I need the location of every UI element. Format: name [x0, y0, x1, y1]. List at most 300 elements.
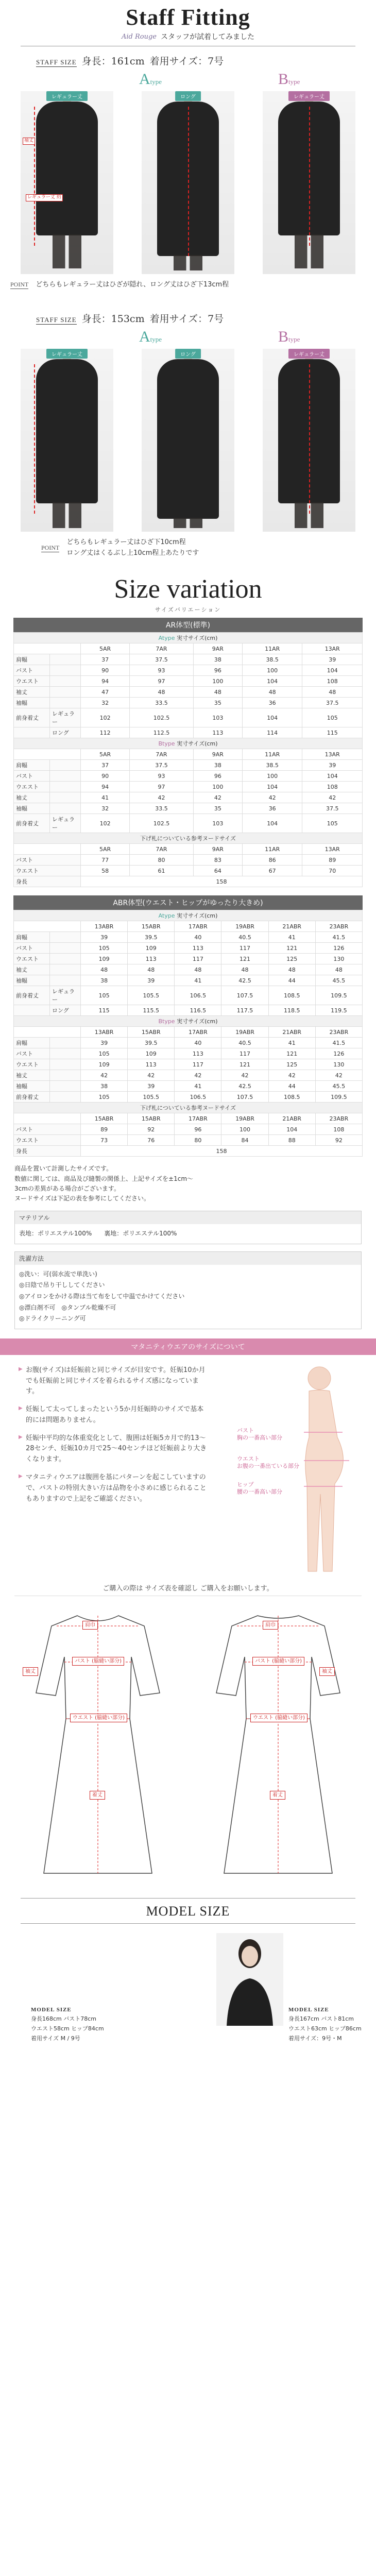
- table-cell: 105: [81, 1048, 128, 1059]
- table-cell: 35: [193, 698, 242, 708]
- table-cell: 89: [302, 855, 363, 866]
- table-cell: 117.5: [221, 1005, 268, 1016]
- table-cell: 48: [315, 964, 362, 975]
- table-cell: 125: [268, 954, 315, 964]
- table-cell: 83: [193, 855, 242, 866]
- table-cell: 104: [302, 771, 363, 782]
- table-caption: Btype 実寸サイズ(cm): [14, 1016, 363, 1027]
- table-caption: 下げ札についている参考ヌードサイズ: [14, 833, 363, 844]
- type-b-label: Btype: [278, 71, 300, 88]
- table-cell: 90: [81, 665, 130, 676]
- table-cell: 158: [81, 1146, 363, 1157]
- column-header: 11AR: [242, 643, 302, 654]
- table-cell: 112.5: [130, 727, 194, 738]
- maternity-section: [0, 1355, 376, 1577]
- point-row-1: [0, 280, 376, 291]
- type-a-label: Atype: [139, 328, 162, 345]
- table-row: 前身着丈 レギュラー 102 102.5 103 104 105: [14, 814, 363, 833]
- abr-size-table: [13, 895, 363, 1157]
- column-header: 13AR: [302, 643, 363, 654]
- column-header: 13ABR: [81, 1027, 128, 1038]
- table-cell: 105: [302, 814, 363, 833]
- table-cell: 117: [221, 1048, 268, 1059]
- table-cell: 104: [242, 708, 302, 727]
- column-header: 21ABR: [268, 1113, 315, 1124]
- table-cell: 41: [175, 1081, 221, 1092]
- table-cell: 117: [175, 1059, 221, 1070]
- table-cell: 41: [268, 1038, 315, 1048]
- purchase-guide: ご購入の際は サイズ表を確認し ご購入をお願いします。: [102, 1584, 274, 1592]
- table-cell: 105: [81, 1092, 128, 1103]
- table-cell: 94: [81, 676, 130, 687]
- column-header: 13ABR: [81, 921, 128, 932]
- table-cell: 37.5: [302, 698, 363, 708]
- table-cell: 158: [81, 876, 363, 887]
- sketch-label: バスト (脇縫い部分): [252, 1657, 304, 1666]
- point-text: どちらもレギュラー丈はひざが隠れ、ロング丈はひざ下13cm程: [36, 281, 229, 289]
- table-row: ウエスト 94 97 100 104 108: [14, 676, 363, 687]
- table-cell: 42.5: [221, 1081, 268, 1092]
- table-cell: 96: [175, 1124, 221, 1135]
- table-cell: 41.5: [315, 1038, 362, 1048]
- point-label: POINT: [10, 281, 29, 289]
- table-cell: 108.5: [268, 1092, 315, 1103]
- table-cell: 64: [193, 866, 242, 876]
- material-box: [14, 1211, 362, 1244]
- table-cell: 42.5: [221, 975, 268, 986]
- staff-fitting-header: [0, 0, 376, 42]
- material-heading: マテリアル: [15, 1211, 361, 1224]
- table-cell: 92: [315, 1135, 362, 1146]
- table-cell: 38.5: [242, 654, 302, 665]
- table-row: ウエスト 94 97 100 104 108: [14, 782, 363, 792]
- table-row: ウエスト 109 113 117 121 125 130: [14, 954, 363, 964]
- table-cell: 37.5: [130, 654, 194, 665]
- tag-long: ロング: [175, 91, 201, 101]
- table-cell: 94: [81, 782, 130, 792]
- column-header: 23ABR: [315, 921, 362, 932]
- maternity-item: ▶ お腹(サイズ)は妊娠前と同じサイズが目安です。妊娠10か月でも妊娠前と同じサイズを着られるサイズ感になっています。: [19, 1365, 209, 1397]
- table-cell: 130: [315, 1059, 362, 1070]
- care-list: ◎洗い：可(弱水流で単洗い) ◎日陰で吊り干ししてください ◎アイロンをかける際は当て布をして中温でかけてください ◎漂白剤不可 ◎タンブル乾燥不可 ◎ドライクリーニング可: [19, 1270, 185, 1323]
- table-row: ロング 115 115.5 116.5 117.5 118.5 119.5: [14, 1005, 363, 1016]
- column-header: 17ABR: [175, 1027, 221, 1038]
- table-cell: 113: [175, 943, 221, 954]
- table-cell: 48: [128, 964, 175, 975]
- column-header: 9AR: [193, 643, 242, 654]
- table-cell: 36: [242, 698, 302, 708]
- sketch-label: 袖丈: [23, 1667, 38, 1676]
- table-cell: 104: [302, 665, 363, 676]
- staff-size-row-1: [0, 54, 376, 67]
- table-cell: 80: [130, 855, 194, 866]
- table-cell: 86: [242, 855, 302, 866]
- table-cell: 90: [81, 771, 130, 782]
- divider: [21, 1923, 355, 1924]
- ar-table-title: AR体型(標準): [13, 618, 363, 632]
- table-row: 袖丈 41 42 42 42 42: [14, 792, 363, 803]
- table-cell: 105.5: [128, 1092, 175, 1103]
- fitting-photos-2: [0, 349, 376, 534]
- table-cell: 37: [81, 760, 130, 771]
- dress-outline-icon: [21, 1605, 175, 1884]
- column-header: 19ABR: [221, 921, 268, 932]
- table-cell: 93: [130, 771, 194, 782]
- table-cell: 108: [302, 782, 363, 792]
- table-cell: 100: [193, 676, 242, 687]
- column-header: 7AR: [130, 844, 194, 855]
- table-cell: 107.5: [221, 1092, 268, 1103]
- table-row: 前身着丈 レギュラー 102 102.5 103 104 105: [14, 708, 363, 727]
- table-cell: 39.5: [128, 932, 175, 943]
- table-cell: 37: [81, 654, 130, 665]
- table-cell: 103: [193, 708, 242, 727]
- size-variation-subtitle: サイズバリエーション: [155, 606, 221, 614]
- table-cell: 121: [221, 1059, 268, 1070]
- table-cell: 42: [302, 792, 363, 803]
- table-cell: 97: [130, 676, 194, 687]
- table-cell: 109: [128, 1048, 175, 1059]
- column-header: 9AR: [193, 844, 242, 855]
- sketch-label: 肩巾: [82, 1621, 98, 1630]
- maternity-item: ▶ マタニティウエアは腹囲を基にパターンを起こしていますので、バストの特別大きい方は品物を小さめに感じられることもありますので上記をご確認ください。: [19, 1472, 209, 1504]
- table-cell: 115: [302, 727, 363, 738]
- column-header: 9AR: [193, 749, 242, 760]
- column-header: 17ABR: [175, 1113, 221, 1124]
- table-cell: 102.5: [130, 708, 194, 727]
- table-cell: 47: [81, 687, 130, 698]
- table-cell: 115: [81, 1005, 128, 1016]
- table-cell: 121: [268, 1048, 315, 1059]
- table-cell: 36: [242, 803, 302, 814]
- table-cell: 40.5: [221, 1038, 268, 1048]
- table-cell: 125: [268, 1059, 315, 1070]
- table-cell: 108: [315, 1124, 362, 1135]
- table-cell: 105: [81, 943, 128, 954]
- table-cell: 38: [193, 760, 242, 771]
- sketch-label: 着丈: [270, 1791, 285, 1800]
- waist-label: ウエスト お腹の一番出ている部分: [237, 1455, 299, 1469]
- table-cell: 42: [130, 792, 194, 803]
- table-cell: 41: [81, 792, 130, 803]
- sketch-label: 肩巾: [263, 1621, 278, 1630]
- table-caption: Atype 実寸サイズ(cm): [14, 633, 363, 643]
- table-cell: 42: [193, 792, 242, 803]
- staff-fitting-subtitle-row: [0, 31, 376, 42]
- table-cell: 105: [302, 708, 363, 727]
- table-cell: 100: [193, 782, 242, 792]
- table-cell: 130: [315, 954, 362, 964]
- table-cell: 117: [175, 954, 221, 964]
- brand-logo: Aid Rouge: [121, 32, 157, 41]
- table-cell: 44: [268, 1081, 315, 1092]
- table-row: 身長 158: [14, 876, 363, 887]
- column-header: 11AR: [242, 844, 302, 855]
- table-cell: 33.5: [130, 698, 194, 708]
- table-row: バスト 90 93 96 100 104: [14, 665, 363, 676]
- table-cell: 45.5: [315, 1081, 362, 1092]
- table-row: バスト 105 109 113 117 121 126: [14, 1048, 363, 1059]
- table-cell: 42: [242, 792, 302, 803]
- table-row: バスト 90 93 96 100 104: [14, 771, 363, 782]
- table-cell: 92: [128, 1124, 175, 1135]
- table-cell: 113: [193, 727, 242, 738]
- table-cell: 113: [128, 954, 175, 964]
- tag-regular: レギュラー丈: [288, 91, 330, 101]
- column-header: 7AR: [130, 749, 194, 760]
- table-cell: 107.5: [221, 986, 268, 1005]
- table-cell: 77: [81, 855, 130, 866]
- table-cell: 73: [81, 1135, 128, 1146]
- table-cell: 39: [81, 1038, 128, 1048]
- table-cell: 106.5: [175, 986, 221, 1005]
- staff-size-label: STAFF SIZE: [36, 58, 77, 66]
- table-cell: 42: [175, 1070, 221, 1081]
- staff-worn-size-1: 着用サイズ：7号: [149, 56, 224, 67]
- ar-size-table: [13, 618, 363, 887]
- table-cell: 109.5: [315, 1092, 362, 1103]
- staff-worn-size-2: 着用サイズ：7号: [149, 313, 224, 325]
- model-size-title: MODEL SIZE: [146, 1903, 230, 1919]
- table-cell: 103: [193, 814, 242, 833]
- measure-label: 袖丈: [23, 138, 35, 145]
- table-cell: 70: [302, 866, 363, 876]
- size-notes: 商品を置いて計測したサイズです。 数値に関しては、商品及び縫製の関係上、上記サイズを±1cm〜 3cmの差異がある場合がございます。 ヌードサイズは下記の表を参考にしてください。: [14, 1165, 194, 1202]
- measure-label: レギュラー丈 約: [26, 194, 63, 201]
- table-row: 身長 158: [14, 1146, 363, 1157]
- fitting-photo: [142, 349, 234, 532]
- staff-fitting-title: Staff Fitting: [126, 5, 250, 30]
- table-cell: 48: [81, 964, 128, 975]
- column-header: 15ABR: [128, 1113, 175, 1124]
- table-cell: 105.5: [128, 986, 175, 1005]
- table-row: 袖丈 48 48 48 48 48 48: [14, 964, 363, 975]
- table-cell: 32: [81, 698, 130, 708]
- table-cell: 48: [242, 687, 302, 698]
- table-cell: 48: [221, 964, 268, 975]
- column-header: 19ABR: [221, 1027, 268, 1038]
- tag-regular: レギュラー丈: [288, 349, 330, 359]
- table-cell: 42: [221, 1070, 268, 1081]
- table-cell: 104: [268, 1124, 315, 1135]
- column-header: 15ABR: [128, 1027, 175, 1038]
- table-cell: 117: [221, 943, 268, 954]
- dress-outline-icon: [201, 1605, 355, 1884]
- table-row: ウエスト 73 76 80 84 88 92: [14, 1135, 363, 1146]
- column-header: 5AR: [81, 749, 130, 760]
- table-cell: 126: [315, 1048, 362, 1059]
- table-cell: 105: [81, 986, 128, 1005]
- dress-sketches: [0, 1605, 376, 1894]
- table-row: ウエスト 58 61 64 67 70: [14, 866, 363, 876]
- table-row: 肩幅 39 39.5 40 40.5 41 41.5: [14, 932, 363, 943]
- table-cell: 48: [302, 687, 363, 698]
- size-variation-title: Size variation: [114, 574, 262, 604]
- table-cell: 109: [81, 954, 128, 964]
- column-header: 23ABR: [315, 1113, 362, 1124]
- table-cell: 38: [81, 975, 128, 986]
- abr-table-title: ABR体型(ウエスト・ヒップがゆったり大きめ): [13, 895, 363, 910]
- column-header: 5AR: [81, 643, 130, 654]
- table-cell: 102.5: [130, 814, 194, 833]
- table-cell: 96: [193, 665, 242, 676]
- table-caption: Btype 実寸サイズ(cm): [14, 738, 363, 749]
- column-header: 15ABR: [128, 921, 175, 932]
- table-cell: 126: [315, 943, 362, 954]
- column-header: 11AR: [242, 749, 302, 760]
- staff-size-label: STAFF SIZE: [36, 315, 77, 324]
- staff-size-row-2: [0, 311, 376, 325]
- table-row: 袖幅 32 33.5 35 36 37.5: [14, 803, 363, 814]
- fitting-photo: [263, 91, 355, 274]
- table-cell: 93: [130, 665, 194, 676]
- table-cell: 100: [242, 771, 302, 782]
- size-variation-header: [0, 574, 376, 614]
- column-header: 13AR: [302, 749, 363, 760]
- dress-sketch-front: [21, 1605, 175, 1884]
- table-cell: 39: [81, 932, 128, 943]
- care-heading: 洗濯方法: [15, 1252, 361, 1265]
- model-size-right: MODEL SIZE 身長167cm バスト81cm ウエスト63cm ヒップ86cm 着用サイズ：9号・M: [288, 2006, 362, 2042]
- table-row: 袖幅 32 33.5 35 36 37.5: [14, 698, 363, 708]
- model-size-left: MODEL SIZE 身長168cm バスト78cm ウエスト58cm ヒップ84cm 着用サイズ M / 9号: [31, 2006, 104, 2042]
- table-cell: 109: [128, 943, 175, 954]
- table-cell: 112: [81, 727, 130, 738]
- table-cell: 40: [175, 932, 221, 943]
- table-cell: 45.5: [315, 975, 362, 986]
- model-size-row: [0, 1928, 376, 2057]
- table-cell: 40.5: [221, 932, 268, 943]
- table-row: バスト 105 109 113 117 121 126: [14, 943, 363, 954]
- sketch-label: 袖丈: [319, 1667, 335, 1676]
- column-header: 17ABR: [175, 921, 221, 932]
- table-cell: 44: [268, 975, 315, 986]
- sketch-label: バスト (脇縫い部分): [72, 1657, 124, 1666]
- ar-table: [13, 632, 363, 887]
- table-cell: 48: [268, 964, 315, 975]
- table-cell: 38: [81, 1081, 128, 1092]
- divider: [21, 1898, 355, 1899]
- table-cell: 42: [268, 1070, 315, 1081]
- table-cell: 41.5: [315, 932, 362, 943]
- table-cell: 61: [130, 866, 194, 876]
- tag-long: ロング: [175, 349, 201, 359]
- table-cell: 39: [128, 975, 175, 986]
- table-caption: Atype 実寸サイズ(cm): [14, 910, 363, 921]
- table-row: 前身着丈 レギュラー 105 105.5 106.5 107.5 108.5 109.5: [14, 986, 363, 1005]
- bust-label: バスト 胸の一番高い部分: [237, 1427, 282, 1441]
- table-cell: 100: [242, 665, 302, 676]
- column-header: 19ABR: [221, 1113, 268, 1124]
- type-a-label: Atype: [139, 71, 162, 88]
- column-header: 7AR: [130, 643, 194, 654]
- model-photo: [216, 1933, 283, 2026]
- table-cell: 118.5: [268, 1005, 315, 1016]
- table-cell: 39.5: [128, 1038, 175, 1048]
- table-cell: 106.5: [175, 1092, 221, 1103]
- table-cell: 32: [81, 803, 130, 814]
- table-cell: 113: [175, 1048, 221, 1059]
- table-cell: 104: [242, 814, 302, 833]
- table-cell: 80: [175, 1135, 221, 1146]
- table-cell: 48: [175, 964, 221, 975]
- table-cell: 48: [130, 687, 194, 698]
- table-row: 肩幅 39 39.5 40 40.5 41 41.5: [14, 1038, 363, 1048]
- table-row: ウエスト 109 113 117 121 125 130: [14, 1059, 363, 1070]
- table-caption: 下げ札についている参考ヌードサイズ: [14, 1103, 363, 1113]
- table-row: 袖幅 38 39 41 42.5 44 45.5: [14, 975, 363, 986]
- table-cell: 96: [193, 771, 242, 782]
- table-cell: 84: [221, 1135, 268, 1146]
- table-cell: 121: [221, 954, 268, 964]
- table-cell: 108.5: [268, 986, 315, 1005]
- table-cell: 38: [193, 654, 242, 665]
- maternity-item: ▶ 妊娠中平均的な体重変化として、腹囲は妊娠5カ月で約13〜28センチ、妊娠10カ月で25〜40センチほど妊娠前より大きくなります。: [19, 1433, 209, 1465]
- table-cell: 109.5: [315, 986, 362, 1005]
- material-body: 表地：ポリエステル100% 裏地：ポリエステル100%: [19, 1230, 177, 1238]
- care-box: [14, 1251, 362, 1329]
- fitting-photo: [21, 91, 113, 274]
- column-header: 21ABR: [268, 921, 315, 932]
- table-cell: 39: [128, 1081, 175, 1092]
- table-cell: 100: [221, 1124, 268, 1135]
- type-labels-1: [0, 71, 376, 91]
- table-cell: 37.5: [302, 803, 363, 814]
- table-cell: 88: [268, 1135, 315, 1146]
- table-cell: 76: [128, 1135, 175, 1146]
- point-label: POINT: [41, 544, 60, 551]
- table-row: 前身着丈 105 105.5 106.5 107.5 108.5 109.5: [14, 1092, 363, 1103]
- table-cell: 102: [81, 814, 130, 833]
- maternity-list: [19, 1365, 209, 1512]
- table-cell: 102: [81, 708, 130, 727]
- table-cell: 67: [242, 866, 302, 876]
- table-cell: 58: [81, 866, 130, 876]
- table-row: バスト 77 80 83 86 89: [14, 855, 363, 866]
- table-cell: 109: [81, 1059, 128, 1070]
- table-cell: 39: [302, 654, 363, 665]
- staff-height-1: 身長：161cm: [81, 56, 145, 67]
- table-cell: 40: [175, 1038, 221, 1048]
- table-cell: 114: [242, 727, 302, 738]
- table-cell: 116.5: [175, 1005, 221, 1016]
- tag-regular: レギュラー丈: [46, 349, 88, 359]
- sketch-label: ウエスト (脇縫い部分): [250, 1714, 307, 1722]
- table-cell: 48: [193, 687, 242, 698]
- point-row-2: [0, 537, 376, 559]
- table-cell: 38.5: [242, 760, 302, 771]
- table-cell: 121: [268, 943, 315, 954]
- table-cell: 104: [242, 676, 302, 687]
- table-cell: 42: [81, 1070, 128, 1081]
- table-cell: 37.5: [130, 760, 194, 771]
- abr-table: [13, 910, 363, 1157]
- table-cell: 42: [315, 1070, 362, 1081]
- fitting-photos-1: [0, 91, 376, 277]
- column-header: 23ABR: [315, 1027, 362, 1038]
- table-cell: 39: [302, 760, 363, 771]
- staff-fitting-subtitle: スタッフが試着してみました: [161, 33, 254, 41]
- fitting-photo: [263, 349, 355, 532]
- sketch-label: ウエスト (脇縫い部分): [70, 1714, 127, 1722]
- table-cell: 35: [193, 803, 242, 814]
- table-row: ロング 112 112.5 113 114 115: [14, 727, 363, 738]
- table-row: 袖丈 47 48 48 48 48: [14, 687, 363, 698]
- column-header: 21ABR: [268, 1027, 315, 1038]
- table-cell: 33.5: [130, 803, 194, 814]
- column-header: 13AR: [302, 844, 363, 855]
- table-row: 肩幅 37 37.5 38 38.5 39: [14, 760, 363, 771]
